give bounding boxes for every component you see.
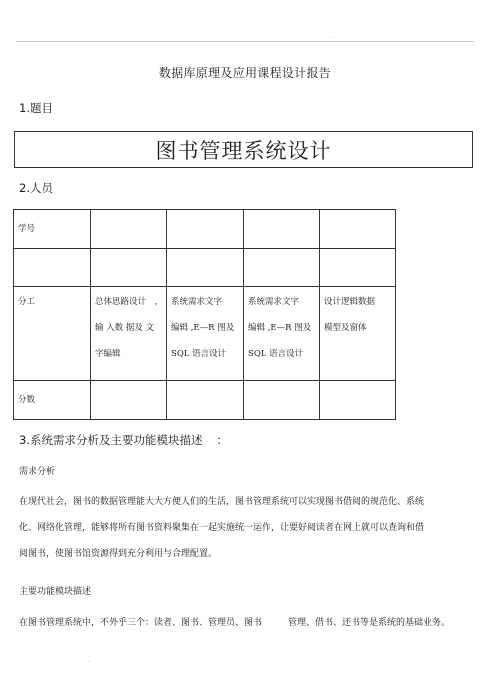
blank-cell bbox=[14, 249, 91, 287]
staff-table bbox=[13, 209, 396, 420]
id-cell bbox=[244, 210, 320, 249]
blank-cell bbox=[167, 249, 244, 287]
row-label-score: 分数 bbox=[14, 381, 91, 420]
blank-cell bbox=[320, 249, 396, 287]
duty-cell bbox=[320, 287, 396, 381]
duty-line: 设计逻辑数据 bbox=[324, 297, 376, 307]
section-3-trailing-colon: ： bbox=[216, 433, 228, 447]
duty-line: 字编辑 bbox=[95, 349, 121, 359]
header-rule bbox=[16, 41, 474, 42]
requirement-heading: 需求分析 bbox=[19, 467, 56, 477]
requirement-paragraph bbox=[19, 489, 475, 567]
modules-line-start: 在图书管理系统中，不外乎三个：读者、图书、管理员、图书 bbox=[19, 618, 263, 628]
section-1-title: 题目 bbox=[29, 101, 53, 115]
duty-line: 编辑 ,E—R 图及 bbox=[171, 323, 235, 333]
row-label-duty: 分工 bbox=[14, 287, 91, 381]
duty-line: SQL 语言设计 bbox=[171, 349, 227, 359]
modules-paragraph bbox=[19, 616, 475, 630]
project-title-box: 图书管理系统设计 bbox=[14, 131, 473, 168]
section-3-heading bbox=[19, 432, 228, 448]
table-row-id bbox=[14, 210, 396, 249]
section-3-title: 系统需求分析及主要功能模块描述 bbox=[29, 433, 203, 447]
section-1-number: 1. bbox=[19, 101, 30, 115]
score-cell bbox=[91, 381, 167, 420]
duty-line: 编辑 ,E—R 图及 bbox=[248, 323, 312, 333]
duty-line: SQL 语言设计 bbox=[248, 349, 304, 359]
duty-line: 总体思路设计 ， bbox=[95, 297, 164, 307]
duty-line: 输 入数 据及 文 bbox=[95, 323, 155, 333]
row-label-id: 学号 bbox=[14, 210, 91, 249]
table-row-duty bbox=[14, 287, 396, 381]
duty-line: 模型及窗体 bbox=[324, 323, 367, 333]
section-2-title: 人员 bbox=[29, 181, 53, 195]
modules-heading: 主要功能模块描述 bbox=[19, 587, 92, 597]
score-cell bbox=[244, 381, 320, 420]
requirement-line: 在现代社会，图书的数据管理能大大方便人们的生活，图书管理系统可以实现图书借阅的规范化、系统 bbox=[19, 497, 425, 507]
score-cell bbox=[320, 381, 396, 420]
section-1-heading bbox=[19, 100, 53, 116]
id-cell bbox=[320, 210, 396, 249]
section-2-number: 2. bbox=[19, 181, 30, 195]
duty-cell bbox=[244, 287, 320, 381]
id-cell bbox=[91, 210, 167, 249]
section-2-heading bbox=[19, 180, 53, 196]
requirement-line: 化、网络化管理，能够将所有图书资料聚集在一起实施统一运作，让要好阅读者在网上就可以查询和借 bbox=[19, 523, 425, 533]
top-dot-mark: . bbox=[330, 33, 332, 40]
blank-cell bbox=[91, 249, 167, 287]
id-cell bbox=[167, 210, 244, 249]
duty-cell bbox=[91, 287, 167, 381]
requirement-line: 阅图书，使图书馆资源得到充分利用与合理配置。 bbox=[19, 549, 218, 559]
score-cell bbox=[167, 381, 244, 420]
document-title: 数据库原理及应用课程设计报告 bbox=[158, 66, 332, 80]
modules-line-end: 管理、借书、还书等是系统的基础业务。 bbox=[288, 618, 451, 628]
table-row-blank bbox=[14, 249, 396, 287]
duty-line: 系统需求文字 bbox=[171, 297, 223, 307]
blank-cell bbox=[244, 249, 320, 287]
bottom-dot-mark: . bbox=[88, 657, 90, 664]
duty-line: 系统需求文字 bbox=[248, 297, 300, 307]
duty-cell bbox=[167, 287, 244, 381]
section-3-number: 3. bbox=[19, 433, 30, 447]
table-row-score bbox=[14, 381, 396, 420]
